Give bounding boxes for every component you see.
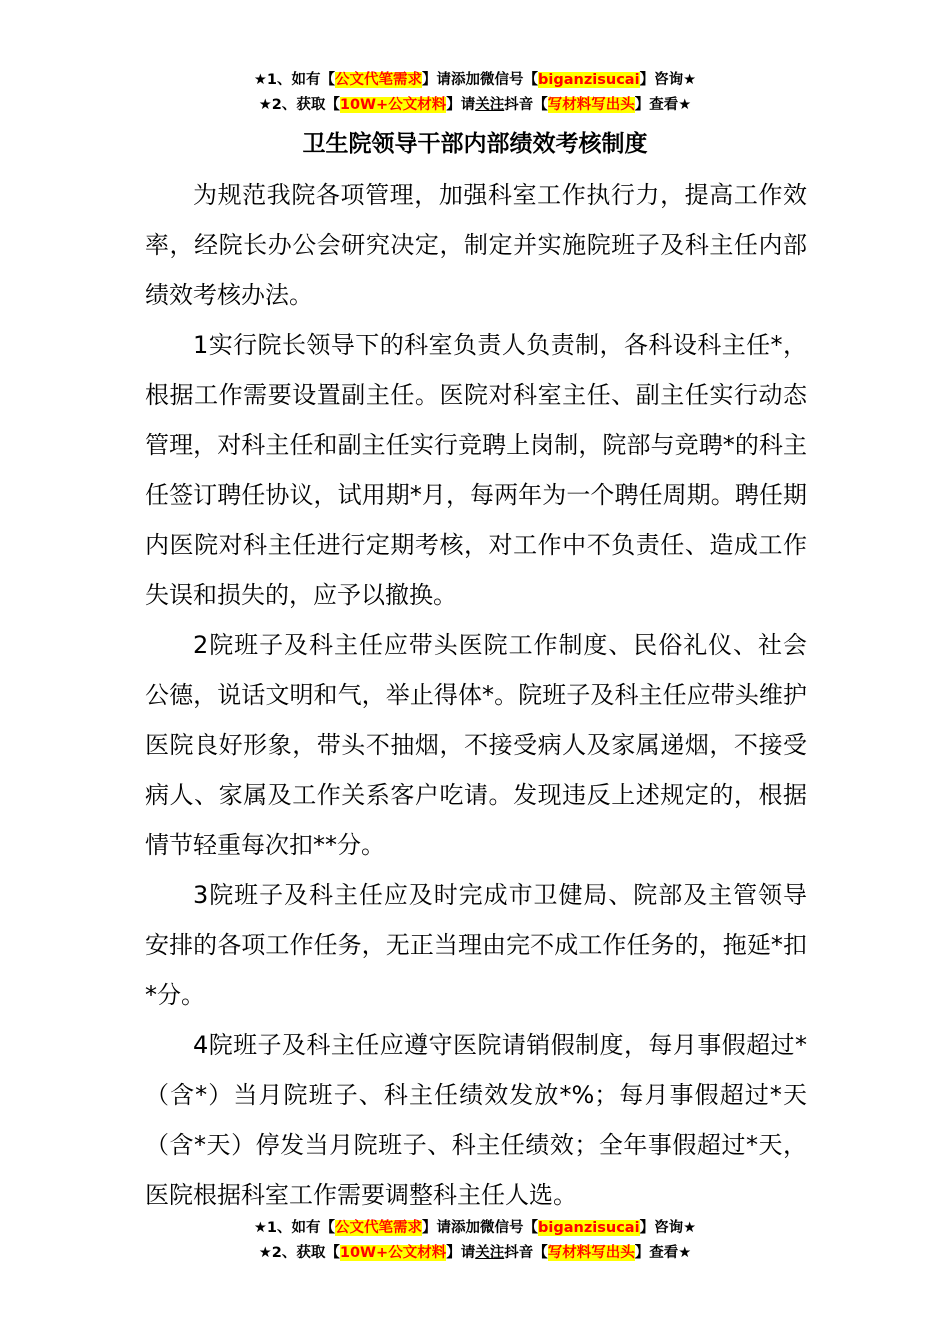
banner-line-1: ★1、如有【公文代笔需求】请添加微信号【biganzisucai】咨询★ [253, 72, 697, 88]
highlight-wechat-id: biganzisucai [538, 1220, 640, 1236]
highlight-douyin-account: 写材料写出头 [547, 97, 635, 113]
banner-line-1: ★1、如有【公文代笔需求】请添加微信号【biganzisucai】咨询★ [253, 1220, 697, 1236]
banner-line-2: ★2、获取【10W+公文材料】请关注抖音【写材料写出头】查看★ [258, 97, 692, 113]
paragraph-1: 1实行院长领导下的科室负责人负责制，各科设科主任*，根据工作需要设置副主任。医院对科室主任、副主任实行动态管理，对科主任和副主任实行竞聘上岗制，院部与竞聘*的科主任签订聘任协议，试用期*月，每两年为一个聘任周期。聘任期内医院对科主任进行定期考核，对工作中不负责任、造成工作失误和损失的，应予以撤换。 [145, 331, 807, 609]
paragraph-4: 4院班子及科主任应遵守医院请销假制度，每月事假超过*（含*）当月院班子、科主任绩效发放*%；每月事假超过*天（含*天）停发当月院班子、科主任绩效；全年事假超过*天，医院根据科室工作需要调整科主任人选。 [145, 1031, 807, 1209]
header-banner [0, 68, 950, 118]
document-title: 卫生院领导干部内部绩效考核制度 [302, 131, 648, 157]
document-body [145, 170, 807, 1220]
paragraph-2: 2院班子及科主任应带头医院工作制度、民俗礼仪、社会公德，说话文明和气，举止得体*。院班子及科主任应带头维护医院良好形象，带头不抽烟，不接受病人及家属递烟，不接受病人、家属及工作关系客户吃请。发现违反上述规定的，根据情节轻重每次扣**分。 [145, 631, 807, 859]
paragraph-intro: 为规范我院各项管理，加强科室工作执行力，提高工作效率，经院长办公会研究决定，制定并实施院班子及科主任内部绩效考核办法。 [145, 181, 807, 309]
underlined-follow: 关注 [475, 1245, 505, 1261]
highlight-materials: 10W+公文材料 [339, 97, 447, 113]
banner-line-2: ★2、获取【10W+公文材料】请关注抖音【写材料写出头】查看★ [258, 1245, 692, 1261]
highlight-douyin-account: 写材料写出头 [547, 1245, 635, 1261]
underlined-follow: 关注 [475, 97, 505, 113]
highlight-materials: 10W+公文材料 [339, 1245, 447, 1261]
highlight-service: 公文代笔需求 [335, 72, 423, 88]
highlight-wechat-id: biganzisucai [538, 72, 640, 88]
highlight-service: 公文代笔需求 [335, 1220, 423, 1236]
paragraph-3: 3院班子及科主任应及时完成市卫健局、院部及主管领导安排的各项工作任务，无正当理由完不成工作任务的，拖延*扣*分。 [145, 881, 807, 1009]
footer-banner [0, 1216, 950, 1266]
